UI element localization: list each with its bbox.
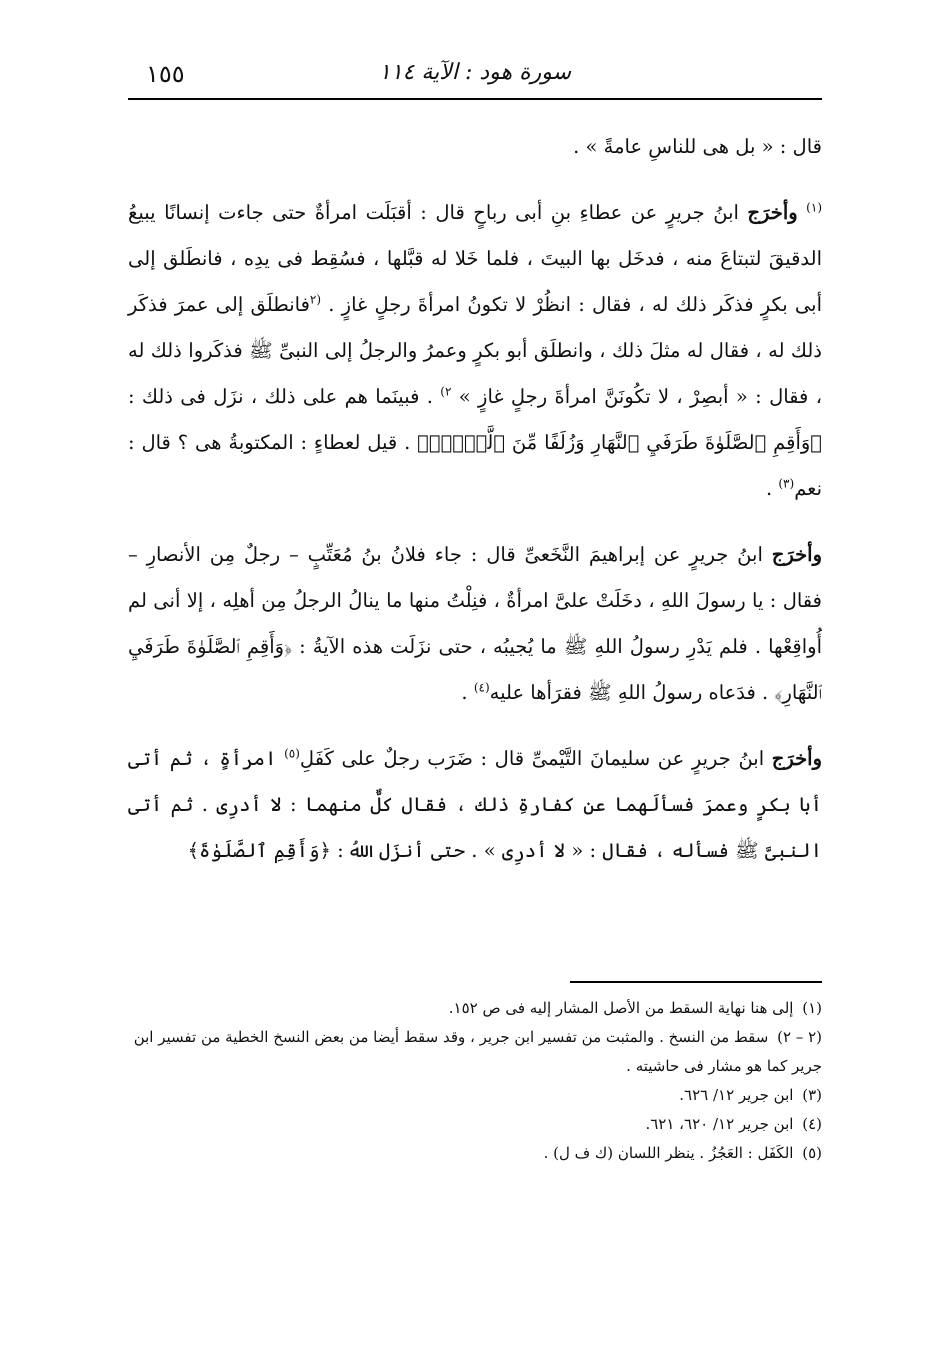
paragraph-1	[128, 124, 822, 170]
footnote-2	[128, 1023, 822, 1081]
paragraph-text: ابنُ جريرٍ عن إبراهيمَ النَّخَعىِّ قال : جاء فلانُ بنُ مُعَتِّبٍ – رجلٌ مِن الأنصارِ – فقال : يا رسولَ اللهِ ، دخَلَتْ علىَّ امرأةٌ ، فنِلْتُ منها ما ينالُ الرجلُ مِن أهلِه ، إلا أنى لم أُواقِعْها . فلم يَدْرِ رسولُ اللهِ ﷺ ما يُجيبُه ، حتى نزَلَت هذه الآيةُ : ﴿وَأَقِمِ ٱلصَّلَوٰةَ طَرَفَيِ ٱلنَّهَارِ﴾ . فدَعاه رسولُ اللهِ ﷺ فقرَأها عليه	[128, 543, 822, 704]
footnote-text: الكَفَل : العَجُزُ . ينظر اللسان (ك ف ل) .	[543, 1144, 794, 1162]
paragraph-text: فانطلَق إلى عمرَ فذكَر ذلك له ، فقال له مثلَ ذلك ، وانطلَق أبو بكرٍ وعمرُ والرجلُ إلى النبىِّ ﷺ فذكَروا ذلك له ، فقال : « أبصِرْ ، لا تكُونَنَّ امرأةَ رجلٍ غازٍ »	[128, 293, 822, 408]
footnote-ref: (٣)	[778, 476, 795, 491]
footnote-number: (٢ – ٢)	[777, 1028, 822, 1046]
paragraph-text: .	[461, 681, 474, 704]
footnote-1	[128, 994, 822, 1023]
footnote-4	[128, 1110, 822, 1139]
footnote-number: (٤)	[802, 1115, 822, 1133]
paragraph-text: ابنُ جريرٍ عن سليمانَ التَّيْمىِّ قال : ضَرَب رجلٌ على كَفَلِ	[299, 747, 765, 770]
page-number: ١٥٥	[146, 60, 185, 88]
footnote-text: سقط من النسخ . والمثبت من تفسير ابن جرير ، وقد سقط أيضا من بعض النسخ الخطية من تفسير ابن جرير كما هو مشار فى حاشيته .	[133, 1028, 822, 1075]
footnote-ref: (٢	[309, 292, 322, 307]
footnote-3	[128, 1081, 822, 1110]
footnote-text: ابن جرير ١٢/ ٦٢٦.	[679, 1086, 794, 1104]
paragraph-3	[128, 532, 822, 716]
footnote-number: (١)	[802, 999, 822, 1017]
footnote-rule	[570, 981, 822, 983]
paragraph-lead: وأخرَج	[771, 543, 823, 566]
paragraph-text: قال : « بل هى للناسِ عامةً » .	[573, 135, 822, 158]
footnote-text: ابن جرير ١٢/ ٦٢٠، ٦٢١.	[645, 1115, 794, 1133]
footnote-text: إلى هنا نهاية السقط من الأصل المشار إليه فى ص ١٥٢.	[448, 999, 794, 1017]
paragraph-text: . فبينَما هم على ذلك ، نزَل فى ذلك : ﴿وَأَقِمِ ٱلصَّلَوٰةَ طَرَفَيِ ٱلنَّهَارِ وَزُلَفًا مِّنَ ٱلَّيۡلِۚ﴾ . قيل لعطاءٍ : المكتوبةُ هى ؟ قال : نعم	[128, 385, 822, 500]
paragraph-4	[128, 736, 822, 874]
paragraph-text: امرأةٍ ، ثم أتى أبا بكرٍ وعمرَ فسألَهما عن كفارةِ ذلك ، فقال كلٌّ منهما : لا أدرِى . ثم أتى النبىَّ ﷺ فسأله ، فقال : « لا أدرِى » . حتى أنزَل اللهُ : ﴿وَأَقِمِ ٱلصَّلَوٰةَ﴾	[128, 747, 822, 862]
footnote-ref: (٥)	[284, 746, 300, 761]
paragraph-2	[128, 190, 822, 512]
main-text	[128, 124, 822, 894]
footnote-ref: (٤)	[473, 680, 490, 695]
running-title: سورة هود : الآية ١١٤	[378, 60, 572, 85]
paragraph-text: .	[765, 477, 779, 500]
paragraph-lead: وأخرَج	[771, 747, 822, 770]
paragraph-text: ابنُ جريرٍ عن عطاءِ بنِ أبى رباحٍ قال : أقبَلَت امرأةٌ حتى جاءت إنسانًا يبيعُ الدقيقَ لتبتاعَ منه ، فدخَل بها البيتَ ، فلما خَلا له قبَّلها ، فسُقِط فى يدِه ، فانطَلق إلى أبى بكرٍ فذكَر ذلك له ، فقال : انظُرْ لا تكونُ امرأةَ رجلٍ غازٍ .	[128, 201, 822, 316]
footnote-5	[128, 1139, 822, 1168]
footnote-ref: (١)	[806, 200, 822, 215]
footnote-number: (٣)	[802, 1086, 822, 1104]
page-header	[128, 52, 822, 102]
footnote-ref: ٢)	[440, 384, 452, 399]
header-rule	[128, 98, 822, 100]
paragraph-lead: وأخرَج	[747, 201, 798, 224]
footnote-number: (٥)	[802, 1144, 822, 1162]
footnotes	[128, 994, 822, 1168]
